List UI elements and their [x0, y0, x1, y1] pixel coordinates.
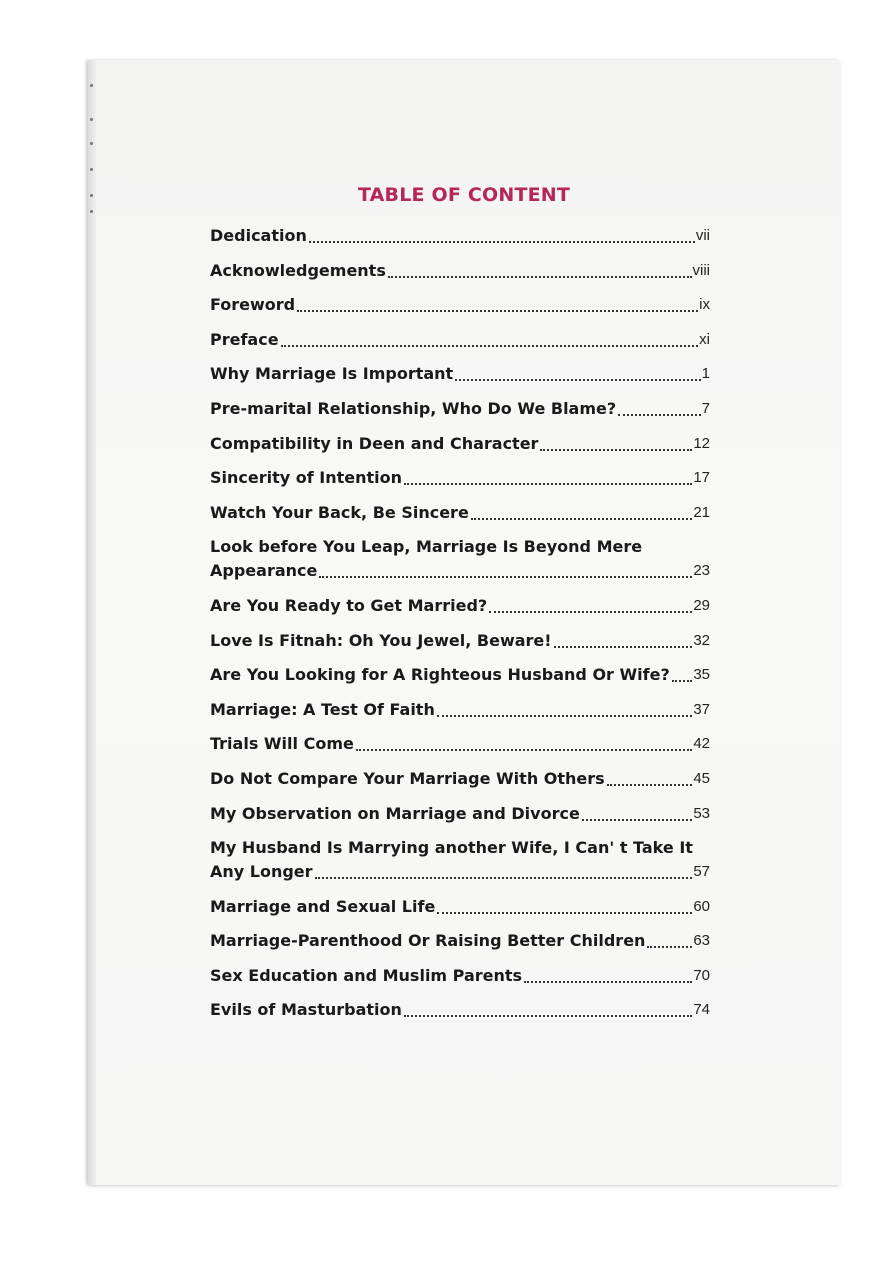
toc-entry-label: My Observation on Marriage and Divorce [210, 803, 580, 823]
dot-leader [356, 749, 692, 751]
toc-entry-label: Are You Looking for A Righteous Husband Or Wife? [210, 665, 670, 685]
dot-leader [309, 241, 695, 243]
toc-entry-page: 32 [693, 631, 710, 649]
toc-entry-line2 [210, 559, 710, 583]
toc-entry-page: 53 [693, 804, 710, 822]
toc-entry-page: 42 [693, 735, 710, 753]
dot-leader [404, 483, 692, 485]
toc-entry [210, 224, 710, 248]
toc-entry [210, 698, 710, 722]
toc-entry [210, 594, 710, 618]
dot-leader [404, 1015, 692, 1017]
book-spine [88, 60, 96, 1185]
dot-leader [281, 345, 699, 347]
toc-entry-label: Marriage: A Test Of Faith [210, 699, 435, 719]
dot-leader [437, 912, 692, 914]
toc-entry-line2 [210, 860, 710, 884]
toc-entry [210, 964, 710, 988]
toc-entry-label: Why Marriage Is Important [210, 364, 454, 384]
toc-entry-page: 37 [693, 700, 710, 718]
toc-entry-label: Sex Education and Muslim Parents [210, 965, 523, 985]
dot-leader [554, 646, 693, 648]
toc-entry-page: viii [692, 261, 710, 279]
toc-list [210, 224, 710, 1033]
toc-entry [210, 836, 710, 884]
toc-title: TABLE OF CONTENT [357, 184, 571, 206]
dot-leader [489, 611, 692, 613]
dot-leader [315, 877, 693, 879]
toc-entry-label: Compatibility in Deen and Character [210, 433, 539, 453]
toc-entry-label: Are You Ready to Get Married? [210, 595, 488, 615]
toc-entry-page: vii [695, 227, 710, 244]
toc-entry-page: 45 [693, 769, 710, 787]
toc-entry-page: ix [699, 296, 710, 314]
toc-entry-page: xi [699, 330, 710, 348]
toc-entry-label: Pre-marital Relationship, Who Do We Blame? [210, 398, 617, 418]
dot-leader [618, 414, 701, 416]
toc-entry-page: 63 [693, 932, 710, 950]
toc-entry [210, 629, 710, 653]
toc-entry-page: 74 [693, 1001, 710, 1019]
dot-leader [607, 784, 693, 786]
toc-entry [210, 767, 710, 791]
toc-entry [210, 432, 710, 456]
toc-entry-label: Dedication [210, 226, 307, 245]
toc-entry-page: 1 [701, 365, 710, 383]
toc-entry-label: Marriage-Parenthood Or Raising Better Children [210, 931, 646, 951]
toc-entry [210, 998, 710, 1022]
toc-entry-label-line2: Any Longer [210, 862, 313, 882]
toc-entry-page: 29 [693, 596, 710, 614]
toc-entry-page: 70 [693, 966, 710, 984]
toc-entry-label: Do Not Compare Your Marriage With Others [210, 768, 605, 788]
binding-mark [90, 142, 93, 145]
toc-entry [210, 466, 710, 490]
dot-leader [672, 680, 693, 682]
toc-entry-page: 60 [693, 897, 710, 915]
dot-leader [524, 981, 692, 983]
toc-entry-label-line1: Look before You Leap, Marriage Is Beyond Mere [210, 537, 643, 557]
dot-leader [455, 379, 700, 381]
toc-entry-label: Love Is Fitnah: Oh You Jewel, Beware! [210, 630, 552, 650]
binding-mark [90, 84, 93, 87]
dot-leader [297, 310, 698, 312]
toc-entry-label: Preface [210, 329, 279, 349]
dot-leader [582, 819, 693, 821]
dot-leader [437, 715, 692, 717]
binding-mark [90, 168, 93, 171]
dot-leader [647, 946, 692, 948]
toc-entry [210, 663, 710, 687]
toc-entry [210, 259, 710, 283]
dot-leader [319, 576, 692, 578]
toc-entry-page: 12 [693, 434, 710, 452]
toc-entry-label-line2: Appearance [210, 561, 318, 581]
toc-entry-page: 7 [701, 399, 710, 417]
binding-mark [90, 118, 93, 121]
toc-entry-page: 35 [693, 666, 710, 684]
toc-entry [210, 535, 710, 583]
toc-entry [210, 895, 710, 919]
toc-entry [210, 929, 710, 953]
toc-entry [210, 397, 710, 421]
toc-entry-page: 23 [693, 562, 710, 580]
dot-leader [540, 449, 692, 451]
toc-entry-label-line1: My Husband Is Marrying another Wife, I Can' t Take It [210, 838, 693, 858]
toc-entry-label: Watch Your Back, Be Sincere [210, 502, 469, 522]
book-page [88, 60, 840, 1185]
toc-entry-label: Acknowledgements [210, 260, 386, 280]
toc-entry [210, 802, 710, 826]
toc-entry-label: Sincerity of Intention [210, 468, 403, 488]
toc-entry [210, 732, 710, 756]
toc-entry-label: Foreword [210, 295, 296, 315]
toc-entry-page: 21 [693, 503, 710, 521]
toc-entry-page: 57 [693, 863, 710, 881]
toc-entry [210, 328, 710, 352]
dot-leader [471, 518, 693, 520]
toc-entry-label: Evils of Masturbation [210, 1000, 402, 1020]
toc-entry [210, 362, 710, 386]
toc-entry-label: Trials Will Come [210, 734, 354, 754]
toc-entry-page: 17 [693, 469, 710, 487]
toc-entry [210, 501, 710, 525]
toc-entry-label: Marriage and Sexual Life [210, 896, 436, 916]
dot-leader [388, 276, 692, 278]
binding-mark [90, 210, 93, 213]
toc-entry [210, 293, 710, 317]
